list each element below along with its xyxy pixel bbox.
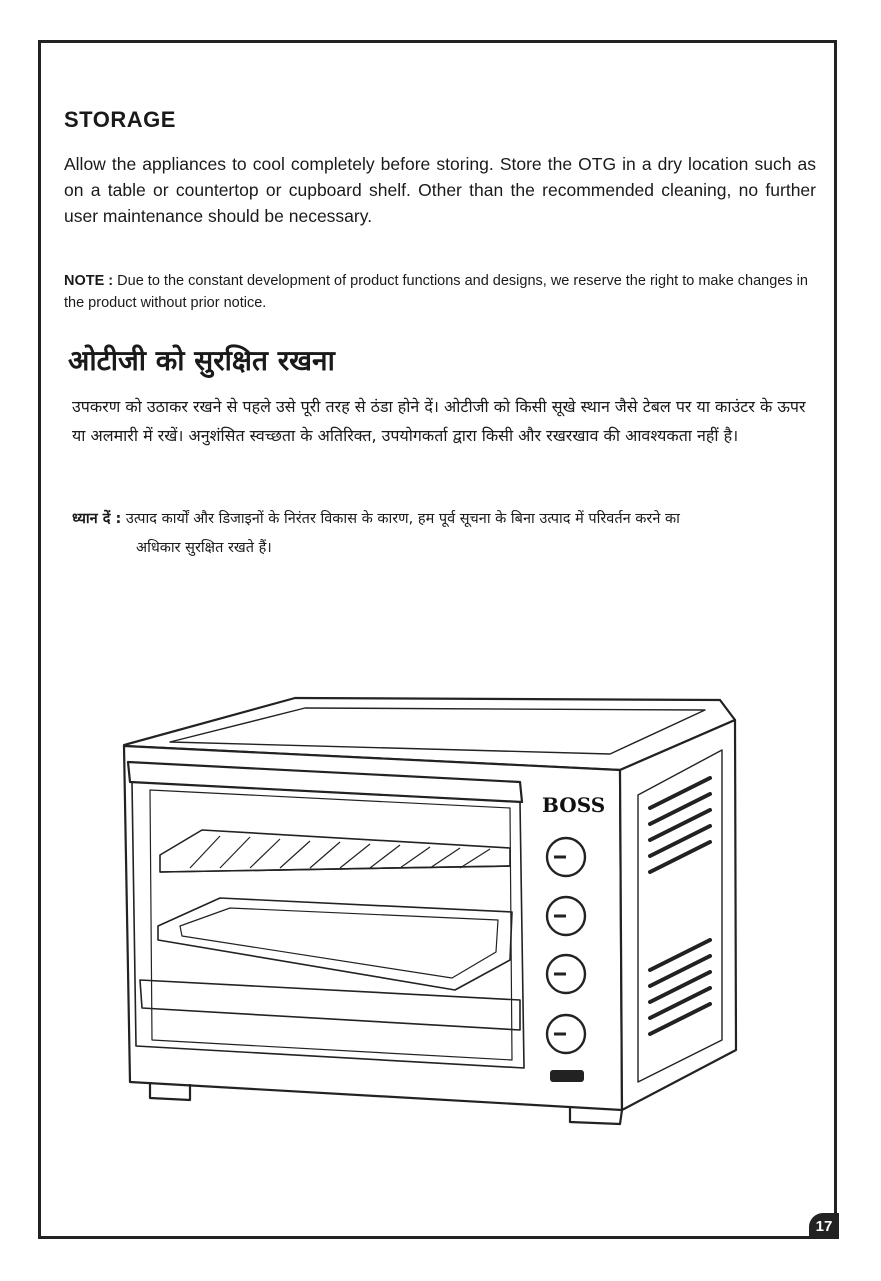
brand-logo: BOSS (542, 793, 606, 817)
hindi-note-line1: उत्पाद कार्यों और डिजाइनों के निरंतर विकास के कारण, हम पूर्व सूचना के बिना उत्पाद में परिवर्तन करने का (121, 511, 680, 527)
hindi-note (72, 505, 822, 563)
page-number: 17 (809, 1213, 839, 1239)
oven-illustration (110, 690, 750, 1130)
hindi-note-label: ध्यान दें : (72, 511, 122, 527)
note-text: Due to the constant development of product functions and designs, we reserve the right to make changes in the product without prior notice. (64, 273, 808, 311)
storage-note (64, 270, 816, 314)
hindi-note-line2: अधिकार सुरक्षित रखते हैं। (136, 540, 272, 556)
hindi-storage-paragraph: उपकरण को उठाकर रखने से पहले उसे पूरी तरह से ठंडा होने दें। ओटीजी को किसी सूखे स्थान जैसे टेबल पर या काउंटर के ऊपर या अलमारी में रखें। अनुशंसित स्वच्छता के अतिरिक्त, उपयोगकर्ता द्वारा किसी और रखरखाव की आवश्यकता नहीं है। (72, 397, 806, 445)
hindi-storage-heading: ओटीजी को सुरक्षित रखना (68, 344, 335, 377)
storage-paragraph: Allow the appliances to cool completely before storing. Store the OTG in a dry location such as on a table or countertop or cupboard shelf. Other than the recommended cleaning, no further user maintenance should be necessary. (64, 154, 816, 226)
note-label: NOTE : (64, 273, 114, 289)
storage-heading: STORAGE (64, 107, 176, 132)
